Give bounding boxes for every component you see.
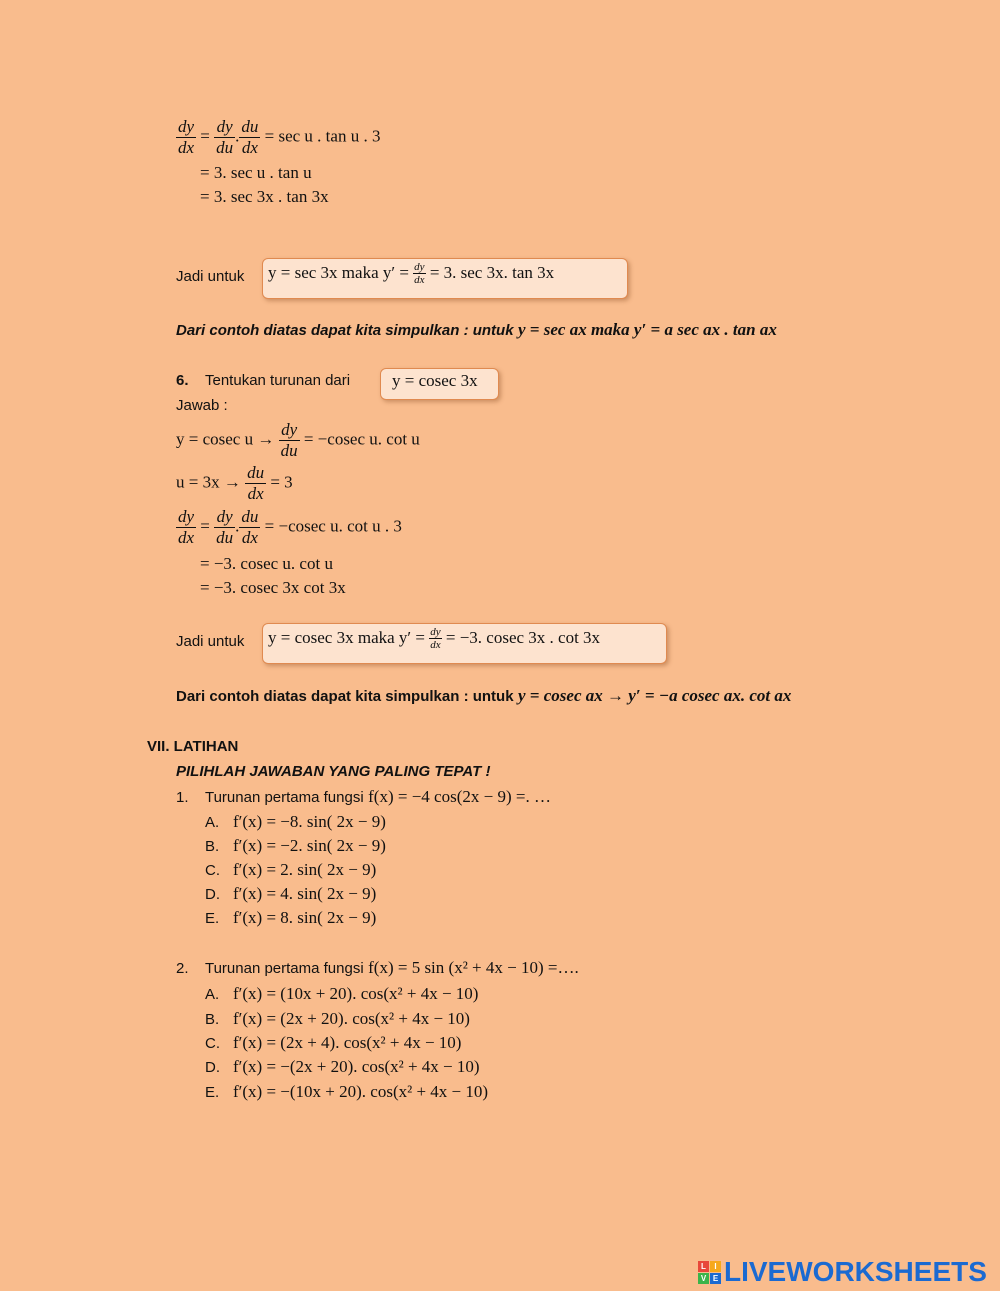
question-2-option-a[interactable]: A. f′(x) = (10x + 20). cos(x² + 4x − 10) [205,984,479,1003]
question-1-option-b[interactable]: B. f′(x) = −2. sin( 2x − 9) [205,836,386,855]
problem6-number: 6. [176,372,189,389]
fraction-dy-dx: $\frac{dy}{dx}$ [178,507,195,547]
example6-conclusion: Dari contoh diatas dapat kita simpulkan : untuk y = cosec ax → y′ = −a cosec ax. cot ax [176,686,792,705]
fraction-dy-dx-small: $\frac{dy}{dx}$ [430,626,441,651]
problem6-step1: y = cosec u → $\frac{dy}{du}$ = −cosec u. cot u [176,420,420,460]
liveworksheets-logo[interactable] [698,1256,987,1288]
fraction-dy-du: $\frac{dy}{du}$ [280,420,298,460]
example5-conclusion: Dari contoh diatas dapat kita simpulkan : untuk y = sec ax maka y′ = a sec ax . tan ax [176,320,777,339]
question-1-option-c[interactable]: C. f′(x) = 2. sin( 2x − 9) [205,860,377,879]
problem6-chain-line: $\frac{dy}{dx}$ = $\frac{dy}{du}$ . $\frac{du}{dx}$ = −cosec u. cot u . 3 [178,507,402,547]
question-1-option-e[interactable]: E. f′(x) = 8. sin( 2x − 9) [205,908,377,927]
fraction-dy-dx-small: $\frac{dy}{dx}$ [414,261,425,286]
example5-result-formula: y = sec 3x maka y′ = $\frac{dy}{dx}$ = 3. sec 3x. tan 3x [268,261,555,286]
question-2: 2. Turunan pertama fungsi f(x) = 5 sin (x² + 4x − 10) =…. [176,958,579,977]
question-2-option-d[interactable]: D. f′(x) = −(2x + 20). cos(x² + 4x − 10) [205,1057,480,1076]
problem6-step2: u = 3x → $\frac{du}{dx}$ = 3 [176,463,293,503]
example5-chain-line: $\frac{dy}{dx}$ = $\frac{dy}{du}$ . $\frac{du}{dx}$ = sec u . tan u . 3 [178,117,381,157]
section-instruction: PILIHLAH JAWABAN YANG PALING TEPAT ! [176,763,491,780]
problem6-prompt: Tentukan turunan dari [205,372,351,389]
problem6-line2: = −3. cosec u. cot u [200,554,333,573]
problem6-function: y = cosec 3x [392,371,478,390]
question-2-option-e[interactable]: E. f′(x) = −(10x + 20). cos(x² + 4x − 10) [205,1082,489,1101]
logo-tiles-icon: L I V E [698,1261,721,1284]
fraction-du-dx: $\frac{du}{dx}$ [241,117,259,157]
example5-line3: = 3. sec 3x . tan 3x [200,187,329,206]
section-heading: VII. LATIHAN [147,738,239,755]
fraction-dy-du: $\frac{dy}{du}$ [216,507,234,547]
example5-result-label: Jadi untuk [176,268,245,285]
logo-text: LIVEWORKSHEETS [724,1256,987,1287]
question-1-option-a[interactable]: A. f′(x) = −8. sin( 2x − 9) [205,812,386,831]
question-2-option-c[interactable]: C. f′(x) = (2x + 4). cos(x² + 4x − 10) [205,1033,462,1052]
example6-result-formula: y = cosec 3x maka y′ = $\frac{dy}{dx}$ = −3. cosec 3x . cot 3x [268,626,601,651]
fraction-du-dx: $\frac{du}{dx}$ [241,507,259,547]
problem6-line3: = −3. cosec 3x cot 3x [200,578,346,597]
example6-result-label: Jadi untuk [176,633,245,650]
fraction-dy-du: $\frac{dy}{du}$ [216,117,234,157]
example5-line1-rhs: = sec u . tan u . 3 [264,126,381,146]
example5-line2: = 3. sec u . tan u [200,163,312,182]
fraction-dy-dx: $\frac{dy}{dx}$ [178,117,195,157]
question-1-option-d[interactable]: D. f′(x) = 4. sin( 2x − 9) [205,884,377,903]
question-2-option-b[interactable]: B. f′(x) = (2x + 20). cos(x² + 4x − 10) [205,1009,470,1028]
fraction-du-dx: $\frac{du}{dx}$ [247,463,265,503]
problem6-answer-label: Jawab : [176,397,228,414]
question-1: 1. Turunan pertama fungsi f(x) = −4 cos(2x − 9) =. … [176,787,551,806]
